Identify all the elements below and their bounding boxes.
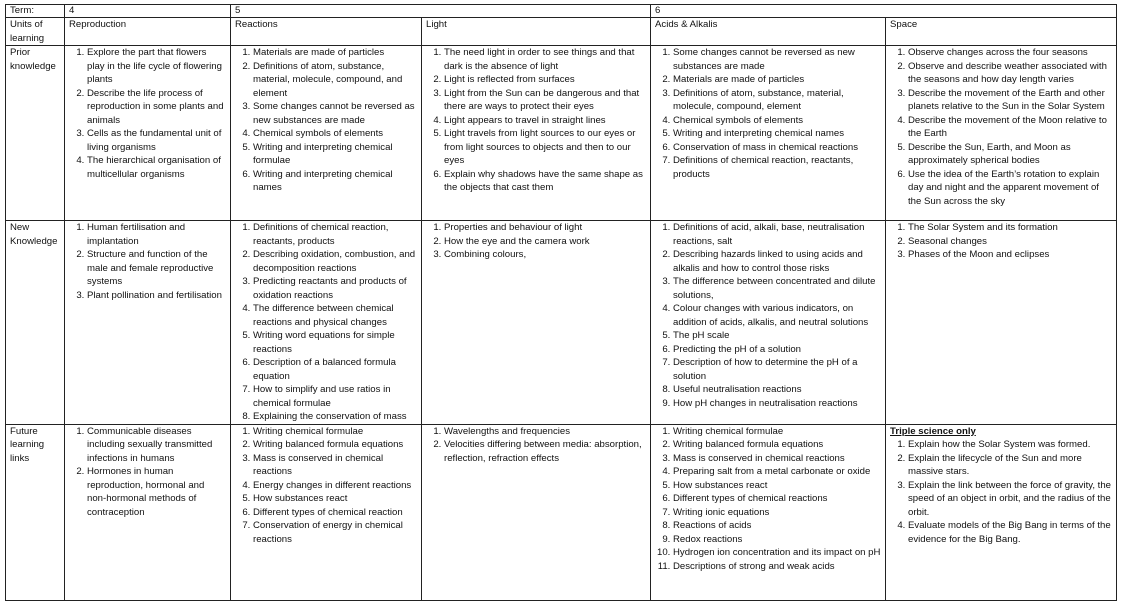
list-item: 2. Seasonal changes — [908, 235, 1112, 249]
term-6: 6 — [651, 5, 1117, 18]
list-item: 1. Writing chemical formulae — [253, 425, 417, 439]
list-item: 3. Predicting reactants and products of oxidation reactions — [253, 275, 417, 302]
list-item: 10. Hydrogen ion concentration and its impact on pH — [673, 546, 881, 560]
list-item: 5. How substances react — [253, 492, 417, 506]
prior-knowledge-label: Prior knowledge — [6, 46, 65, 221]
list-item: 2. Describing hazards linked to using acids and alkalis and how to control those risks — [673, 248, 881, 275]
list-item: 4. Evaluate models of the Big Bang in terms of the evidence for the Big Bang. — [908, 519, 1112, 546]
term-4: 4 — [65, 5, 231, 18]
list-item: 2. Observe and describe weather associated with the seasons and how day length varies — [908, 60, 1112, 87]
list-item: 2. Writing balanced formula equations — [673, 438, 881, 452]
prior-reproduction-list — [69, 46, 226, 181]
list-item: 1. Human fertilisation and implantation — [87, 221, 226, 248]
list-item: 8. Explaining the conservation of mass — [253, 410, 417, 424]
prior-light-cell — [422, 46, 651, 221]
list-item: 1. Some changes cannot be reversed as new substances are made — [673, 46, 881, 73]
list-item: 3. Phases of the Moon and eclipses — [908, 248, 1112, 262]
prior-knowledge-row — [6, 46, 1117, 221]
list-item: 2. How the eye and the camera work — [444, 235, 646, 249]
list-item: 1. The Solar System and its formation — [908, 221, 1112, 235]
list-item: 6. Explain why shadows have the same shape as the objects that cast them — [444, 168, 646, 195]
prior-space-cell — [886, 46, 1117, 221]
list-item: 5. The pH scale — [673, 329, 881, 343]
list-item: 6. Predicting the pH of a solution — [673, 343, 881, 357]
prior-reactions-list — [235, 46, 417, 195]
list-item: 5. How substances react — [673, 479, 881, 493]
list-item: 2. Materials are made of particles — [673, 73, 881, 87]
list-item: 1. Explain how the Solar System was formed. — [908, 438, 1112, 452]
unit-reactions: Reactions — [231, 18, 422, 46]
prior-reproduction-cell — [65, 46, 231, 221]
list-item: 8. Useful neutralisation reactions — [673, 383, 881, 397]
future-reproduction-list — [69, 425, 226, 520]
list-item: 7. Writing ionic equations — [673, 506, 881, 520]
list-item: 9. How pH changes in neutralisation reactions — [673, 397, 881, 411]
future-space-cell — [886, 424, 1117, 600]
list-item: 1. Materials are made of particles — [253, 46, 417, 60]
list-item: 2. Describe the life process of reproduction in some plants and animals — [87, 87, 226, 128]
list-item: 3. Definitions of atom, substance, material, molecule, compound, element — [673, 87, 881, 114]
unit-acids-alkalis: Acids & Alkalis — [651, 18, 886, 46]
list-item: 6. Conservation of mass in chemical reactions — [673, 141, 881, 155]
list-item: 3. Plant pollination and fertilisation — [87, 289, 226, 303]
list-item: 3. Describe the movement of the Earth and other planets relative to the Sun in the Solar System — [908, 87, 1112, 114]
prior-acids-cell — [651, 46, 886, 221]
curriculum-table — [5, 4, 1117, 601]
future-reactions-cell — [231, 424, 422, 600]
list-item: 2. Velocities differing between media: absorption, reflection, refraction effects — [444, 438, 646, 465]
list-item: 6. Different types of chemical reactions — [673, 492, 881, 506]
list-item: 3. The difference between concentrated and dilute solutions, — [673, 275, 881, 302]
list-item: 1. Definitions of chemical reaction, reactants, products — [253, 221, 417, 248]
list-item: 1. Definitions of acid, alkali, base, neutralisation reactions, salt — [673, 221, 881, 248]
future-learning-label: Future learning links — [6, 424, 65, 600]
list-item: 7. How to simplify and use ratios in chemical formulae — [253, 383, 417, 410]
list-item: 3. Some changes cannot be reversed as new substances are made — [253, 100, 417, 127]
list-item: 6. Writing and interpreting chemical names — [253, 168, 417, 195]
list-item: 5. Writing and interpreting chemical formulae — [253, 141, 417, 168]
list-item: 2. Structure and function of the male and female reproductive systems — [87, 248, 226, 289]
future-light-cell — [422, 424, 651, 600]
term-label: Term: — [6, 5, 65, 18]
list-item: 4. Chemical symbols of elements — [253, 127, 417, 141]
future-space-list — [890, 438, 1112, 546]
list-item: 1. Properties and behaviour of light — [444, 221, 646, 235]
future-acids-cell — [651, 424, 886, 600]
future-reactions-list — [235, 425, 417, 547]
list-item: 1. Communicable diseases including sexually transmitted infections in humans — [87, 425, 226, 466]
unit-reproduction: Reproduction — [65, 18, 231, 46]
list-item: 3. Explain the link between the force of gravity, the speed of an object in orbit, and the radius of the orbit. — [908, 479, 1112, 520]
future-learning-row — [6, 424, 1117, 600]
list-item: 4. Preparing salt from a metal carbonate or oxide — [673, 465, 881, 479]
list-item: 1. Explore the part that flowers play in the life cycle of flowering plants — [87, 46, 226, 87]
prior-light-list — [426, 46, 646, 195]
list-item: 5. Writing and interpreting chemical names — [673, 127, 881, 141]
new-reproduction-list — [69, 221, 226, 302]
future-reproduction-cell — [65, 424, 231, 600]
new-reactions-list — [235, 221, 417, 424]
list-item: 3. Light from the Sun can be dangerous and that there are ways to protect their eyes — [444, 87, 646, 114]
list-item: 1. The need light in order to see things and that dark is the absence of light — [444, 46, 646, 73]
term-row — [6, 5, 1117, 18]
list-item: 4. Colour changes with various indicators, on addition of acids, alkalis, and neutral solutions — [673, 302, 881, 329]
list-item: 3. Mass is conserved in chemical reactions — [673, 452, 881, 466]
list-item: 2. Explain the lifecycle of the Sun and more massive stars. — [908, 452, 1112, 479]
list-item: 2. Definitions of atom, substance, material, molecule, compound, and element — [253, 60, 417, 101]
list-item: 2. Describing oxidation, combustion, and decomposition reactions — [253, 248, 417, 275]
list-item: 9. Redox reactions — [673, 533, 881, 547]
new-space-list — [890, 221, 1112, 262]
list-item: 1. Writing chemical formulae — [673, 425, 881, 439]
list-item: 3. Combining colours, — [444, 248, 646, 262]
new-reproduction-cell — [65, 221, 231, 425]
future-light-list — [426, 425, 646, 466]
list-item: 7. Definitions of chemical reaction, reactants, products — [673, 154, 881, 181]
list-item: 2. Hormones in human reproduction, hormonal and non-hormonal methods of contraception — [87, 465, 226, 519]
list-item: 1. Wavelengths and frequencies — [444, 425, 646, 439]
term-5: 5 — [231, 5, 651, 18]
triple-science-heading: Triple science only — [890, 425, 976, 437]
new-light-cell — [422, 221, 651, 425]
prior-reactions-cell — [231, 46, 422, 221]
list-item: 7. Conservation of energy in chemical reactions — [253, 519, 417, 546]
future-acids-list — [655, 425, 881, 574]
list-item: 4. Chemical symbols of elements — [673, 114, 881, 128]
list-item: 4. The difference between chemical reactions and physical changes — [253, 302, 417, 329]
list-item: 6. Description of a balanced formula equation — [253, 356, 417, 383]
prior-space-list — [890, 46, 1112, 208]
new-reactions-cell — [231, 221, 422, 425]
list-item: 1. Observe changes across the four seasons — [908, 46, 1112, 60]
list-item: 2. Writing balanced formula equations — [253, 438, 417, 452]
list-item: 4. Describe the movement of the Moon relative to the Earth — [908, 114, 1112, 141]
list-item: 6. Use the idea of the Earth’s rotation to explain day and night and the apparent movement of the Sun across the sky — [908, 168, 1112, 209]
units-header-row — [6, 18, 1117, 46]
new-knowledge-row — [6, 221, 1117, 425]
new-light-list — [426, 221, 646, 262]
list-item: 3. Cells as the fundamental unit of living organisms — [87, 127, 226, 154]
list-item: 11. Descriptions of strong and weak acids — [673, 560, 881, 574]
list-item: 5. Light travels from light sources to our eyes or from light sources to objects and then to our eyes — [444, 127, 646, 168]
list-item: 2. Light is reflected from surfaces — [444, 73, 646, 87]
list-item: 4. Energy changes in different reactions — [253, 479, 417, 493]
new-acids-list — [655, 221, 881, 410]
list-item: 5. Describe the Sun, Earth, and Moon as approximately spherical bodies — [908, 141, 1112, 168]
list-item: 4. Light appears to travel in straight lines — [444, 114, 646, 128]
list-item: 5. Writing word equations for simple reactions — [253, 329, 417, 356]
list-item: 6. Different types of chemical reaction — [253, 506, 417, 520]
new-space-cell — [886, 221, 1117, 425]
list-item: 8. Reactions of acids — [673, 519, 881, 533]
prior-acids-list — [655, 46, 881, 181]
unit-light: Light — [422, 18, 651, 46]
unit-space: Space — [886, 18, 1117, 46]
list-item: 4. The hierarchical organisation of multicellular organisms — [87, 154, 226, 181]
new-acids-cell — [651, 221, 886, 425]
new-knowledge-label: New Knowledge — [6, 221, 65, 425]
list-item: 3. Mass is conserved in chemical reactions — [253, 452, 417, 479]
units-of-learning-label: Units of learning — [6, 18, 65, 46]
list-item: 7. Description of how to determine the pH of a solution — [673, 356, 881, 383]
